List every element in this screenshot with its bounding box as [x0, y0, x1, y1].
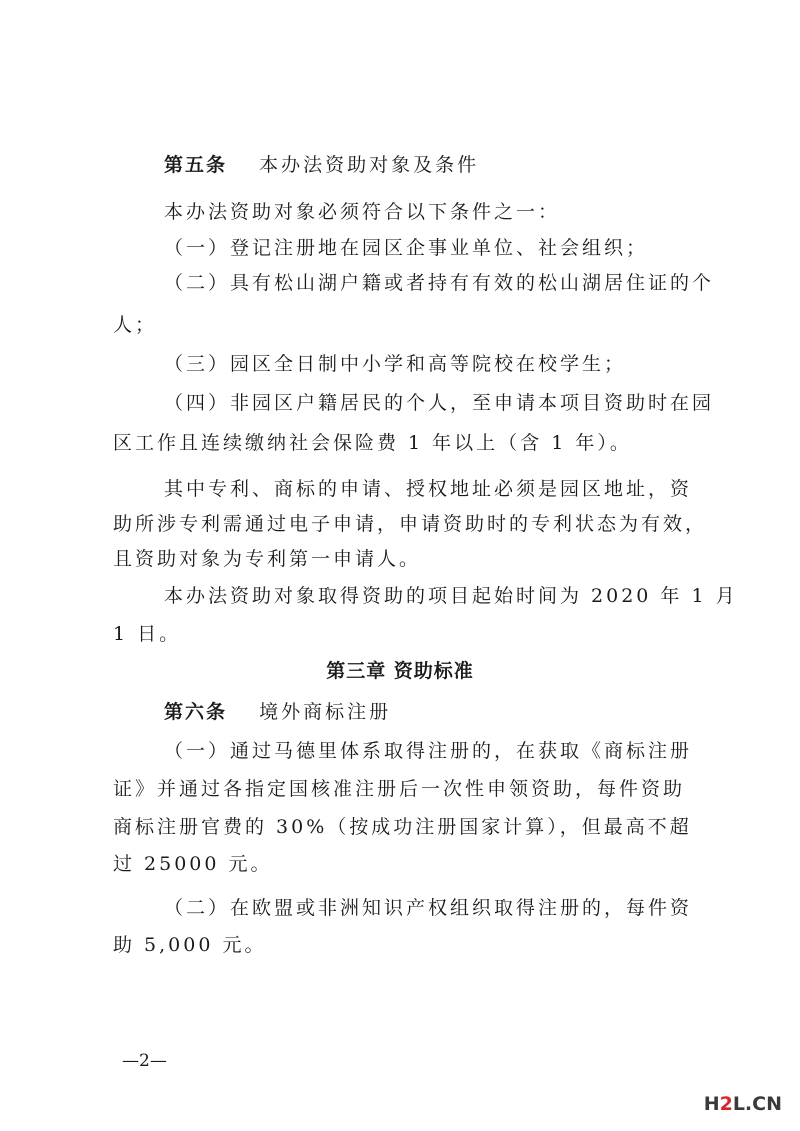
chapter-3-title: 第三章 资助标准 — [326, 660, 474, 682]
page-number: —2— — [122, 1051, 167, 1071]
condition-2-cont: 人； — [113, 314, 158, 336]
article-6-title: 境外商标注册 — [259, 701, 392, 723]
paragraph-address-3: 且资助对象为专利第一申请人。 — [113, 548, 422, 570]
article-5-heading-line — [164, 152, 479, 178]
paragraph-address-2: 助所涉专利需通过电子申请，申请资助时的专利状态为有效， — [113, 513, 708, 535]
trademark-item-2-line-1: （二）在欧盟或非洲知识产权组织取得注册的，每件资 — [164, 897, 693, 919]
watermark-suffix: L.CN — [732, 1093, 782, 1115]
paragraph-start-date-2: 1 日。 — [113, 623, 182, 645]
trademark-item-1-line-1: （一）通过马德里体系取得注册的，在获取《商标注册 — [164, 740, 693, 762]
watermark-prefix: H — [703, 1093, 720, 1115]
article-5-title: 本办法资助对象及条件 — [259, 154, 480, 176]
condition-3: （三）园区全日制中小学和高等院校在校学生； — [164, 353, 627, 375]
paragraph-address-1: 其中专利、商标的申请、授权地址必须是园区地址，资 — [164, 478, 693, 500]
condition-4: （四）非园区户籍居民的个人，至申请本项目资助时在园 — [164, 392, 715, 414]
article-5-heading: 第五条 — [164, 154, 228, 176]
trademark-item-1-line-4: 过 25000 元。 — [113, 853, 273, 875]
condition-2: （二）具有松山湖户籍或者持有有效的松山湖居住证的个 — [164, 272, 715, 294]
trademark-item-1-line-2: 证》并通过各指定国核准注册后一次性申领资助，每件资助 — [113, 778, 686, 800]
paragraph-start-date-1: 本办法资助对象取得资助的项目起始时间为 2020 年 1 月 — [164, 585, 738, 607]
site-watermark — [704, 1093, 782, 1115]
article-6-heading: 第六条 — [164, 701, 228, 723]
article-5-intro: 本办法资助对象必须符合以下条件之一： — [164, 201, 561, 223]
trademark-item-2-line-2: 助 5,000 元。 — [113, 934, 267, 956]
article-6-heading-line — [164, 699, 391, 725]
condition-4-cont: 区工作且连续缴纳社会保险费 1 年以上（含 1 年）。 — [113, 432, 632, 454]
condition-1: （一）登记注册地在园区企事业单位、社会组织； — [164, 237, 649, 259]
trademark-item-1-line-3: 商标注册官费的 30%（按成功注册国家计算），但最高不超 — [113, 816, 692, 838]
watermark-digit: 2 — [719, 1093, 733, 1115]
